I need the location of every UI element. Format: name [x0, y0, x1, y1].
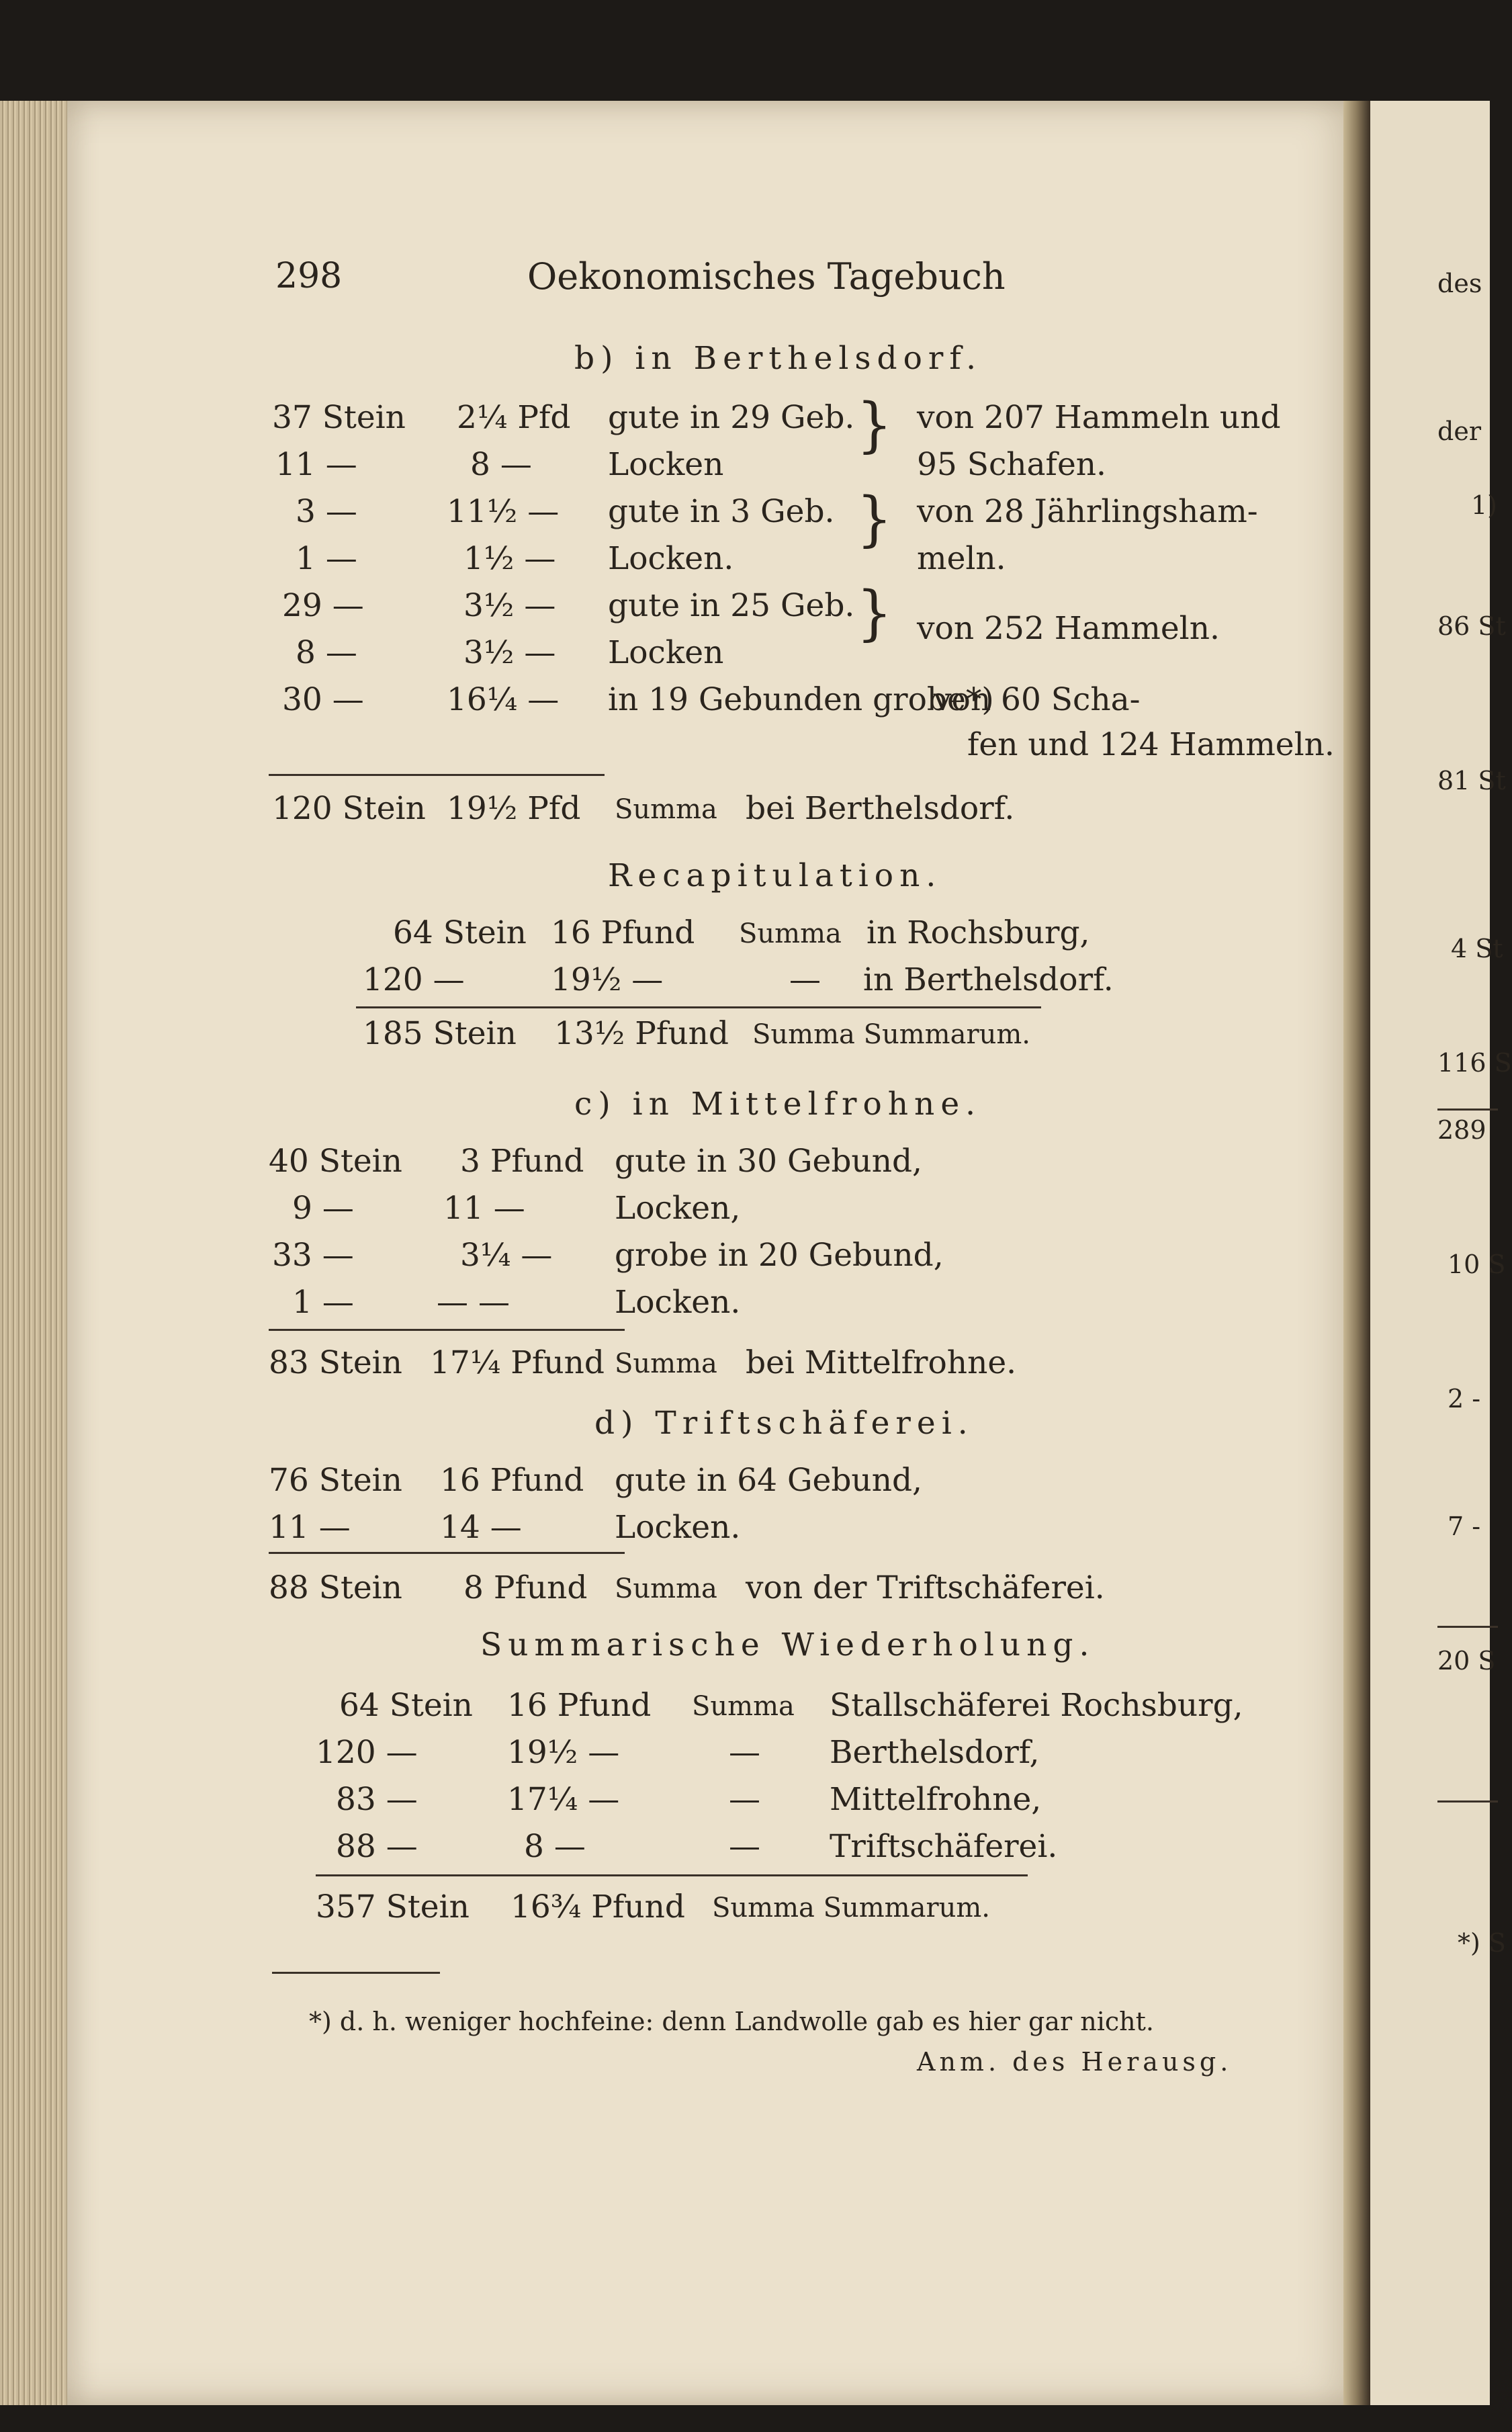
summary-heading: Summarische Wiederholung.	[480, 1626, 1096, 1663]
row-desc: Locken.	[615, 1284, 741, 1321]
row-pfund: 16 Pfund	[440, 1462, 584, 1499]
row-stein: 64 Stein	[393, 914, 527, 951]
row-stein: 9 —	[292, 1190, 354, 1227]
row-desc: gute in 25 Geb.	[608, 587, 855, 624]
total-stein: 120 Stein	[272, 790, 426, 827]
next-page-strip	[1370, 101, 1512, 2405]
section-c-heading: c) in Mittelfrohne.	[574, 1086, 982, 1123]
row-pfund: 3 Pfund	[460, 1143, 584, 1180]
row-stein: 1 —	[296, 540, 357, 577]
row-desc: in 19 Gebunden grobe*)	[608, 681, 994, 718]
row-stein: 88 —	[336, 1828, 418, 1865]
row-pfund: 11½ —	[447, 493, 560, 530]
row-pfund: 3½ —	[463, 634, 556, 671]
row-pfund: 17¼ —	[507, 1781, 620, 1818]
total-label: Summa	[615, 794, 717, 825]
row-desc: Locken	[608, 446, 724, 483]
footnote-attribution: Anm. des Herausg.	[917, 2047, 1233, 2077]
next-page-fragment: 4 St	[1451, 934, 1503, 963]
row-stein: 33 —	[272, 1237, 354, 1274]
row-desc: Locken.	[615, 1509, 741, 1546]
next-page-fragment: 116 S	[1437, 1048, 1512, 1078]
next-page-fragment: 86 St	[1437, 611, 1506, 641]
row-stein: 120 —	[316, 1734, 418, 1771]
row-desc: Triftschäferei.	[830, 1828, 1058, 1865]
footnote-rule	[272, 1972, 440, 1974]
section-b-heading: b) in Berthelsdorf.	[574, 340, 983, 377]
row-pfund: 3½ —	[463, 587, 556, 624]
row-stein: 29 —	[282, 587, 364, 624]
row-stein: 30 —	[282, 681, 364, 718]
row-pfund: 19½ —	[507, 1734, 620, 1771]
row-stein: 3 —	[296, 493, 357, 530]
running-title: Oekonomisches Tagebuch	[527, 255, 1006, 298]
book-gutter	[1343, 101, 1370, 2405]
row-desc: Locken,	[615, 1190, 741, 1227]
row-stein: 120 —	[363, 961, 465, 998]
row-desc: gute in 64 Gebund,	[615, 1462, 922, 1499]
recap-heading: Recapitulation.	[608, 857, 942, 894]
brace: }	[856, 390, 893, 460]
row-desc: Stallschäferei Rochsburg,	[830, 1687, 1243, 1724]
row-pfund: — —	[437, 1284, 510, 1321]
row-pfund: 14 —	[440, 1509, 522, 1546]
row-stein: 76 Stein	[269, 1462, 402, 1499]
note-line: von 28 Jährlingsham-	[917, 493, 1258, 530]
sum-rule	[356, 1006, 1041, 1008]
row-stein: 40 Stein	[269, 1143, 402, 1180]
note-line: von 252 Hammeln.	[917, 610, 1220, 647]
row-label: —	[729, 1828, 760, 1865]
row-desc: in Berthelsdorf.	[863, 961, 1114, 998]
next-page-fragment: 1)	[1471, 490, 1498, 520]
next-page-fragment: 20 S	[1437, 1646, 1496, 1676]
row-stein: 1 —	[292, 1284, 354, 1321]
next-page-fragment: *) S	[1458, 1928, 1506, 1958]
sum-rule	[269, 774, 605, 776]
sum-rule	[316, 1874, 1028, 1876]
row-stein: 11 —	[275, 446, 357, 483]
row-label: —	[729, 1781, 760, 1818]
row-label: Summa	[739, 918, 842, 949]
row-pfund: 1½ —	[463, 540, 556, 577]
total-stein: 88 Stein	[269, 1569, 402, 1606]
total-label: Summa Summarum.	[752, 1019, 1030, 1050]
row-desc: Locken	[608, 634, 724, 671]
row-desc: gute in 3 Geb.	[608, 493, 835, 530]
row-stein: 8 —	[296, 634, 357, 671]
row-pfund: 11 —	[443, 1190, 525, 1227]
brace: }	[856, 578, 893, 648]
total-desc: bei Mittelfrohne.	[746, 1344, 1017, 1381]
row-pfund: 16¼ —	[447, 681, 560, 718]
note-line: fen und 124 Hammeln.	[967, 726, 1335, 763]
total-label: Summa	[615, 1573, 717, 1604]
total-pfund: 16¾ Pfund	[510, 1888, 685, 1925]
total-label: Summa Summarum.	[712, 1893, 990, 1923]
note-line: 95 Schafen.	[917, 446, 1106, 483]
row-pfund: 2¼ Pfd	[457, 399, 571, 436]
row-pfund: 16 Pfund	[507, 1687, 652, 1724]
next-page-fragment: 10 S	[1448, 1250, 1506, 1279]
total-pfund: 17¼ Pfund	[430, 1344, 605, 1381]
row-desc: Mittelfrohne,	[830, 1781, 1042, 1818]
next-page-fragment: 2 -	[1448, 1384, 1481, 1414]
row-pfund: 3¼ —	[460, 1237, 553, 1274]
row-pfund: 19½ —	[551, 961, 664, 998]
row-stein: 11 —	[269, 1509, 351, 1546]
next-page-fragment: des	[1437, 269, 1482, 298]
sum-rule	[269, 1552, 625, 1554]
total-desc: von der Triftschäferei.	[746, 1569, 1105, 1606]
row-desc: Berthelsdorf,	[830, 1734, 1040, 1771]
total-pfund: 19½ Pfd	[447, 790, 581, 827]
row-stein: 37 Stein	[272, 399, 406, 436]
total-pfund: 8 Pfund	[463, 1569, 588, 1606]
row-stein: 64 Stein	[339, 1687, 473, 1724]
row-desc: grobe in 20 Gebund,	[615, 1237, 944, 1274]
next-page-fragment: der	[1437, 417, 1481, 446]
page-number: 298	[275, 256, 343, 296]
next-page-fragment: 81 St	[1437, 766, 1506, 795]
next-page-fragment: 7 -	[1448, 1512, 1481, 1541]
total-label: Summa	[615, 1348, 717, 1379]
total-pfund: 13½ Pfund	[554, 1015, 729, 1052]
sum-rule	[269, 1329, 625, 1331]
total-stein: 357 Stein	[316, 1888, 470, 1925]
row-pfund: 16 Pfund	[551, 914, 695, 951]
next-page-fragment: 289	[1437, 1115, 1486, 1145]
row-desc: gute in 30 Gebund,	[615, 1143, 922, 1180]
note-line: meln.	[917, 540, 1006, 577]
row-desc: in Rochsburg,	[866, 914, 1090, 951]
row-desc: Locken.	[608, 540, 734, 577]
footnote-text: *) d. h. weniger hochfeine: denn Landwolle gab es hier gar nicht.	[309, 2007, 1154, 2036]
row-desc: gute in 29 Geb.	[608, 399, 855, 436]
note-line: von 207 Hammeln und	[917, 399, 1281, 436]
book-edge	[0, 101, 67, 2405]
total-desc: bei Berthelsdorf.	[746, 790, 1015, 827]
row-stein: 83 —	[336, 1781, 418, 1818]
section-d-heading: d) Triftschäferei.	[594, 1405, 974, 1442]
total-stein: 185 Stein	[363, 1015, 517, 1052]
row-pfund: 8 —	[524, 1828, 586, 1865]
row-pfund: 8 —	[470, 446, 532, 483]
brace: }	[856, 484, 893, 554]
total-stein: 83 Stein	[269, 1344, 402, 1381]
row-label: —	[729, 1734, 760, 1771]
row-label: —	[789, 961, 821, 998]
row-label: Summa	[692, 1691, 795, 1722]
note-line: von 60 Scha-	[934, 681, 1141, 718]
